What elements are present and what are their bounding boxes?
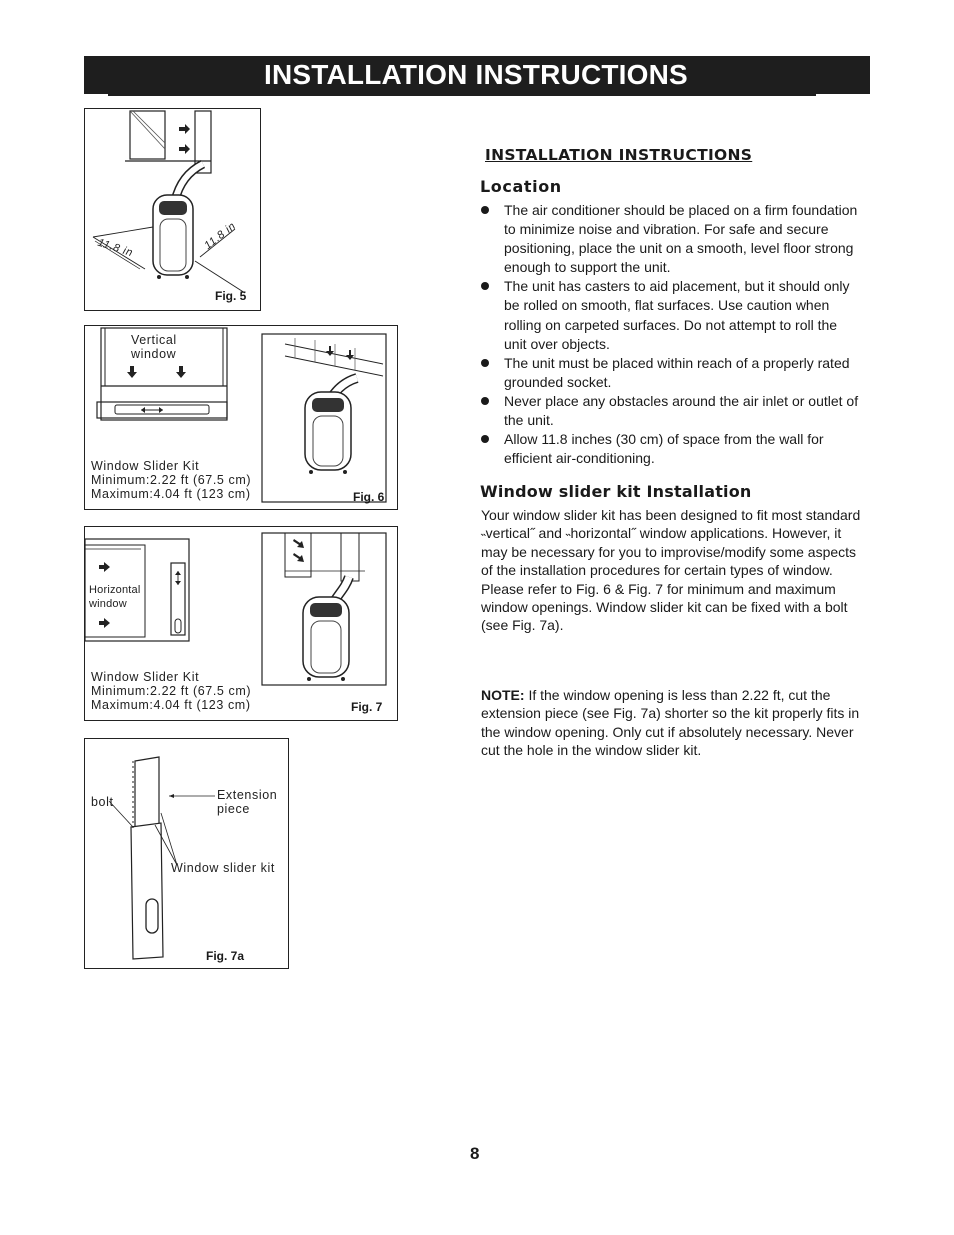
fig7a-extension-label-1: Extension xyxy=(217,788,278,802)
fig6-kit-line-3: Maximum:4.04 ft (123 cm) xyxy=(91,487,251,501)
list-item: Never place any obstacles around the air inlet or outlet of the unit. xyxy=(480,392,860,430)
fig7a-bolt-label: bolt xyxy=(91,795,114,809)
header-banner xyxy=(84,56,870,94)
bullet-icon xyxy=(481,206,489,214)
header-underline xyxy=(108,94,816,96)
slider-kit-heading: Window slider kit Installation xyxy=(480,482,752,501)
fig7a-illustration xyxy=(85,739,288,968)
fig5-caption: Fig. 5 xyxy=(215,289,247,303)
fig6-kit-line-2: Minimum:2.22 ft (67.5 cm) xyxy=(91,473,252,487)
note-label: NOTE: xyxy=(481,687,525,703)
fig5-dim-right: 11.8 in xyxy=(202,220,239,252)
fig7-kit-line-2: Minimum:2.22 ft (67.5 cm) xyxy=(91,684,252,698)
bullet-icon xyxy=(481,397,489,405)
fig5-illustration xyxy=(85,109,260,310)
fig5-dim-left: 11.8 in xyxy=(96,236,135,260)
figure-7a xyxy=(84,738,289,969)
fig6-window-label-1: Vertical xyxy=(131,333,177,347)
location-heading: Location xyxy=(480,177,562,196)
fig7-caption: Fig. 7 xyxy=(351,700,383,714)
fig7-kit-line-1: Window Slider Kit xyxy=(91,670,200,684)
fig6-window-label-2: window xyxy=(131,347,177,361)
note-paragraph xyxy=(481,686,861,760)
note-text: If the window opening is less than 2.22 ft, cut the extension piece (see Fig. 7a) shorter so the kit properly fits in the window opening. Only cut if absolutely necessary. Never cut the hole in the window slider kit. xyxy=(481,687,860,759)
fig7a-caption: Fig. 7a xyxy=(206,949,245,963)
bullet-icon xyxy=(481,282,489,290)
fig7-window-label-1: Horizontal xyxy=(89,584,141,596)
fig6-caption: Fig. 6 xyxy=(353,490,385,504)
page-number: 8 xyxy=(470,1144,480,1163)
bullet-icon xyxy=(481,435,489,443)
figure-7 xyxy=(84,526,398,721)
slider-kit-paragraph: Your window slider kit has been designed to fit most standard ˵vertical˝ and ˵horizontal˝ window applications. However, it may be necessary for you to improvise/modify some aspects of the installation procedures for certain types of window. Please refer to Fig. 6 & Fig. 7 for minimum and maximum window openings. Window slider kit can be fixed with a bolt (see Fig. 7a). xyxy=(481,507,861,634)
fig7a-slider-kit-label: Window slider kit xyxy=(171,861,275,875)
page-title: INSTALLATION INSTRUCTIONS xyxy=(264,59,688,90)
fig7-kit-line-3: Maximum:4.04 ft (123 cm) xyxy=(91,698,251,712)
location-bullet-list xyxy=(480,201,860,468)
fig7a-extension-label-2: piece xyxy=(217,802,250,816)
fig6-kit-line-1: Window Slider Kit xyxy=(91,459,200,473)
fig7-window-label-2: window xyxy=(89,598,127,610)
list-item: The unit has casters to aid placement, but it should only be rolled on smooth, flat surfaces. Use caution when rolling on carpeted surfaces. Do not attempt to roll the unit over objects. xyxy=(480,277,860,353)
list-item: Allow 11.8 inches (30 cm) of space from the wall for efficient air-conditioning. xyxy=(480,430,860,468)
section-heading: INSTALLATION INSTRUCTIONS xyxy=(485,146,753,164)
list-item: The unit must be placed within reach of a properly rated grounded socket. xyxy=(480,354,860,392)
figure-5 xyxy=(84,108,261,311)
bullet-icon xyxy=(481,359,489,367)
figure-6 xyxy=(84,325,398,510)
list-item: The air conditioner should be placed on a firm foundation to minimize noise and vibration. For safe and secure positioning, place the unit on a smooth, level floor strong enough to support the unit. xyxy=(480,201,860,277)
